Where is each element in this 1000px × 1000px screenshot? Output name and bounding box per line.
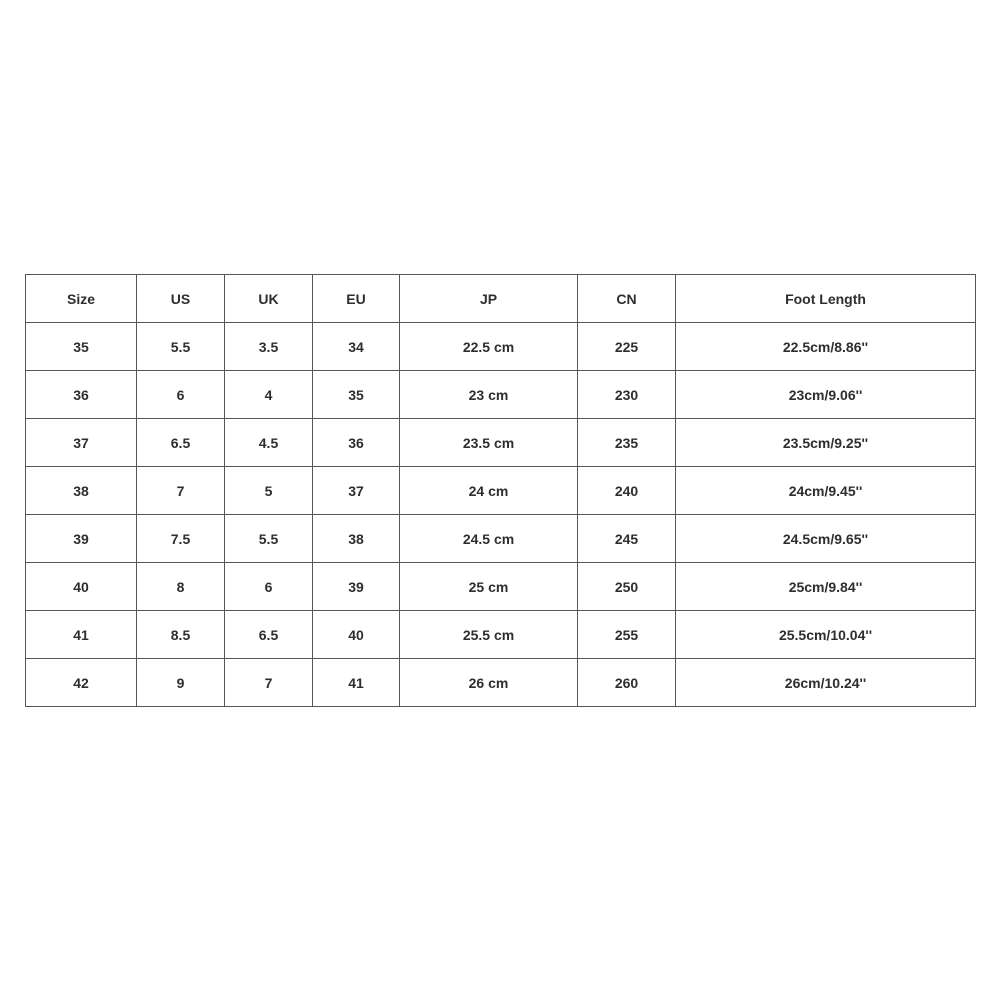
cell-size: 40 [26,563,137,611]
cell-cn: 225 [578,323,676,371]
cell-foot-length: 22.5cm/8.86'' [676,323,976,371]
cell-size: 38 [26,467,137,515]
cell-foot-length: 25.5cm/10.04'' [676,611,976,659]
cell-us: 9 [137,659,225,707]
cell-eu: 39 [313,563,400,611]
cell-cn: 255 [578,611,676,659]
cell-us: 6 [137,371,225,419]
cell-foot-length: 25cm/9.84'' [676,563,976,611]
column-header-size: Size [26,275,137,323]
cell-eu: 41 [313,659,400,707]
size-chart-table [25,274,976,707]
cell-size: 35 [26,323,137,371]
cell-size: 36 [26,371,137,419]
cell-jp: 23.5 cm [400,419,578,467]
cell-uk: 3.5 [225,323,313,371]
cell-size: 37 [26,419,137,467]
cell-uk: 5 [225,467,313,515]
cell-size: 42 [26,659,137,707]
cell-jp: 25.5 cm [400,611,578,659]
header-row [26,275,976,323]
cell-uk: 4 [225,371,313,419]
table-row [26,323,976,371]
table-row [26,371,976,419]
cell-us: 8 [137,563,225,611]
cell-eu: 34 [313,323,400,371]
cell-uk: 4.5 [225,419,313,467]
table-row [26,563,976,611]
column-header-jp: JP [400,275,578,323]
column-header-uk: UK [225,275,313,323]
cell-jp: 26 cm [400,659,578,707]
cell-cn: 235 [578,419,676,467]
cell-us: 8.5 [137,611,225,659]
cell-jp: 25 cm [400,563,578,611]
column-header-us: US [137,275,225,323]
cell-us: 7 [137,467,225,515]
cell-size: 39 [26,515,137,563]
table-row [26,611,976,659]
column-header-cn: CN [578,275,676,323]
cell-eu: 38 [313,515,400,563]
cell-jp: 24 cm [400,467,578,515]
cell-foot-length: 24.5cm/9.65'' [676,515,976,563]
table-row [26,419,976,467]
cell-foot-length: 26cm/10.24'' [676,659,976,707]
cell-us: 7.5 [137,515,225,563]
table-row [26,467,976,515]
column-header-eu: EU [313,275,400,323]
cell-jp: 22.5 cm [400,323,578,371]
cell-eu: 36 [313,419,400,467]
column-header-foot-length: Foot Length [676,275,976,323]
cell-foot-length: 24cm/9.45'' [676,467,976,515]
cell-us: 5.5 [137,323,225,371]
cell-us: 6.5 [137,419,225,467]
cell-eu: 40 [313,611,400,659]
cell-uk: 7 [225,659,313,707]
table-row [26,659,976,707]
cell-cn: 230 [578,371,676,419]
cell-eu: 35 [313,371,400,419]
table-row [26,515,976,563]
cell-cn: 240 [578,467,676,515]
cell-cn: 245 [578,515,676,563]
cell-uk: 6 [225,563,313,611]
cell-foot-length: 23cm/9.06'' [676,371,976,419]
cell-uk: 5.5 [225,515,313,563]
cell-cn: 260 [578,659,676,707]
cell-foot-length: 23.5cm/9.25'' [676,419,976,467]
cell-eu: 37 [313,467,400,515]
cell-uk: 6.5 [225,611,313,659]
cell-jp: 23 cm [400,371,578,419]
cell-size: 41 [26,611,137,659]
cell-cn: 250 [578,563,676,611]
cell-jp: 24.5 cm [400,515,578,563]
